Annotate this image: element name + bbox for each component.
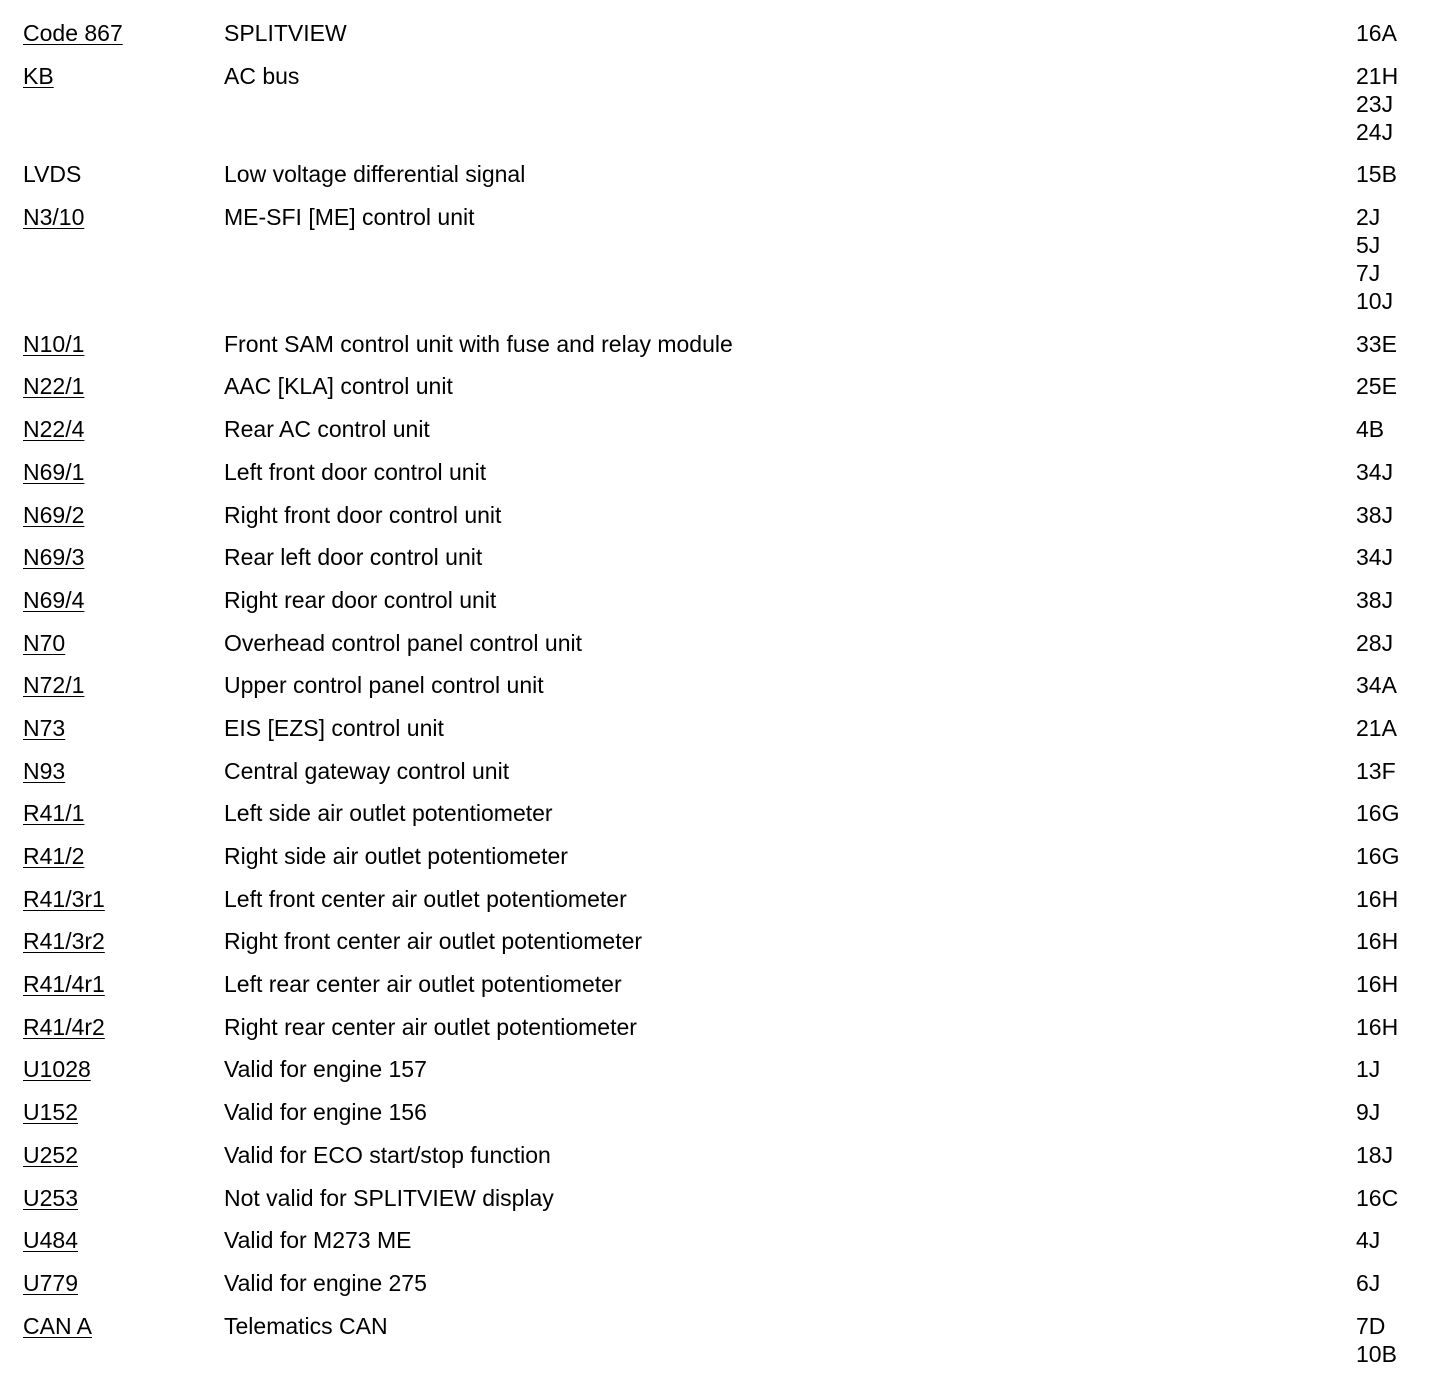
grid-reference: 4J bbox=[1356, 1227, 1381, 1254]
grid-reference: 16H bbox=[1356, 928, 1399, 955]
grid-reference: 34J bbox=[1356, 458, 1394, 485]
component-code-link[interactable]: U152 bbox=[23, 1099, 78, 1126]
component-description: Valid for ECO start/stop function bbox=[224, 1141, 551, 1168]
component-code-link[interactable]: R41/4r1 bbox=[23, 971, 105, 998]
legend-row bbox=[23, 1098, 1433, 1126]
grid-reference: 5J bbox=[1356, 232, 1381, 259]
grid-reference: 34A bbox=[1356, 672, 1397, 699]
component-description: Rear left door control unit bbox=[224, 544, 483, 571]
component-description: ME-SFI [ME] control unit bbox=[224, 204, 475, 231]
grid-reference: 34J bbox=[1356, 544, 1394, 571]
grid-reference: 9J bbox=[1356, 1099, 1381, 1126]
grid-reference: 16G bbox=[1356, 843, 1400, 869]
legend-row bbox=[23, 799, 1433, 827]
grid-references bbox=[1356, 1098, 1380, 1126]
component-description: Right front door control unit bbox=[224, 501, 502, 528]
component-description: Left rear center air outlet potentiometer bbox=[224, 971, 622, 998]
component-legend bbox=[23, 19, 1433, 1382]
grid-references bbox=[1356, 799, 1399, 827]
legend-row bbox=[23, 629, 1433, 657]
component-description: Valid for engine 157 bbox=[224, 1056, 427, 1083]
component-description: Left front center air outlet potentiometer bbox=[224, 885, 627, 912]
grid-reference: 6J bbox=[1356, 1269, 1381, 1296]
legend-row bbox=[23, 757, 1433, 785]
legend-row bbox=[23, 1013, 1433, 1041]
grid-reference: 16C bbox=[1356, 1184, 1399, 1211]
grid-references bbox=[1356, 842, 1399, 870]
component-description: AC bus bbox=[224, 62, 300, 89]
legend-row bbox=[23, 203, 1433, 315]
grid-reference: 21A bbox=[1356, 714, 1397, 741]
legend-row bbox=[23, 927, 1433, 955]
component-code-link[interactable]: N22/4 bbox=[23, 416, 85, 443]
legend-row bbox=[23, 586, 1433, 614]
component-code-link[interactable]: N73 bbox=[23, 714, 66, 741]
component-description: Telematics CAN bbox=[224, 1312, 388, 1339]
component-code-link[interactable]: R41/3r2 bbox=[23, 928, 105, 955]
grid-reference: 38J bbox=[1356, 586, 1394, 613]
component-description: Left front door control unit bbox=[224, 458, 487, 485]
grid-references bbox=[1356, 160, 1397, 188]
component-code: LVDS bbox=[23, 161, 82, 188]
grid-references bbox=[1356, 629, 1393, 657]
grid-references bbox=[1356, 330, 1397, 358]
legend-row bbox=[23, 372, 1433, 400]
grid-references bbox=[1356, 1269, 1380, 1297]
grid-references bbox=[1356, 714, 1397, 742]
grid-references bbox=[1356, 1184, 1398, 1212]
component-code-link[interactable]: N69/3 bbox=[23, 544, 85, 571]
component-code-link[interactable]: Code 867 bbox=[23, 20, 123, 46]
legend-row bbox=[23, 1055, 1433, 1083]
grid-references bbox=[1356, 203, 1393, 315]
component-description: Overhead control panel control unit bbox=[224, 629, 582, 656]
component-code-link[interactable]: N3/10 bbox=[23, 204, 85, 231]
component-code-link[interactable]: N10/1 bbox=[23, 330, 85, 357]
grid-reference: 13F bbox=[1356, 757, 1396, 784]
component-description: Valid for M273 ME bbox=[224, 1227, 412, 1254]
grid-reference: 21H bbox=[1356, 62, 1399, 89]
legend-row bbox=[23, 19, 1433, 47]
grid-references bbox=[1356, 1141, 1393, 1169]
component-description: Right rear center air outlet potentiometer bbox=[224, 1013, 637, 1040]
grid-references bbox=[1356, 62, 1398, 146]
component-code-link[interactable]: U1028 bbox=[23, 1056, 91, 1083]
grid-reference: 25E bbox=[1356, 373, 1397, 400]
component-code-link[interactable]: CAN A bbox=[23, 1312, 93, 1339]
grid-reference: 28J bbox=[1356, 629, 1394, 656]
component-description: Right side air outlet potentiometer bbox=[224, 843, 568, 869]
component-code-link[interactable]: N72/1 bbox=[23, 672, 85, 699]
legend-row bbox=[23, 1269, 1433, 1297]
legend-row bbox=[23, 714, 1433, 742]
legend-row bbox=[23, 330, 1433, 358]
component-code-link[interactable]: N22/1 bbox=[23, 373, 85, 400]
grid-references bbox=[1356, 543, 1393, 571]
component-description: Valid for engine 156 bbox=[224, 1099, 427, 1126]
legend-row bbox=[23, 1312, 1433, 1368]
grid-references bbox=[1356, 415, 1384, 443]
grid-reference: 23J bbox=[1356, 90, 1394, 117]
grid-references bbox=[1356, 970, 1398, 998]
legend-row bbox=[23, 62, 1433, 146]
legend-row bbox=[23, 1184, 1433, 1212]
grid-reference: 2J bbox=[1356, 204, 1381, 231]
component-code-link[interactable]: N69/2 bbox=[23, 501, 85, 528]
legend-row bbox=[23, 415, 1433, 443]
legend-row bbox=[23, 1141, 1433, 1169]
grid-references bbox=[1356, 372, 1397, 400]
grid-references bbox=[1356, 757, 1396, 785]
component-code-link[interactable]: R41/4r2 bbox=[23, 1013, 105, 1040]
grid-references bbox=[1356, 885, 1398, 913]
legend-row bbox=[23, 458, 1433, 486]
grid-references bbox=[1356, 458, 1393, 486]
component-description: Valid for engine 275 bbox=[224, 1269, 427, 1296]
grid-reference: 10B bbox=[1356, 1340, 1397, 1367]
grid-references bbox=[1356, 1226, 1380, 1254]
component-description: AAC [KLA] control unit bbox=[224, 373, 453, 400]
grid-reference: 16A bbox=[1356, 20, 1397, 46]
component-description: Rear AC control unit bbox=[224, 416, 430, 443]
component-description: Low voltage differential signal bbox=[224, 161, 526, 188]
grid-reference: 24J bbox=[1356, 118, 1394, 145]
grid-references bbox=[1356, 671, 1397, 699]
grid-reference: 16G bbox=[1356, 800, 1400, 827]
component-code-link[interactable]: N70 bbox=[23, 629, 66, 656]
grid-reference: 38J bbox=[1356, 501, 1394, 528]
component-description: Right front center air outlet potentiometer bbox=[224, 928, 643, 955]
component-description: Upper control panel control unit bbox=[224, 672, 544, 699]
component-code-link[interactable]: N69/1 bbox=[23, 458, 85, 485]
component-description: Central gateway control unit bbox=[224, 757, 510, 784]
component-description: Left side air outlet potentiometer bbox=[224, 800, 553, 827]
component-code-link[interactable]: U779 bbox=[23, 1269, 78, 1296]
component-code-link[interactable]: U484 bbox=[23, 1227, 78, 1254]
component-code-link[interactable]: KB bbox=[23, 62, 54, 89]
grid-reference: 16H bbox=[1356, 971, 1399, 998]
component-code-link[interactable]: U252 bbox=[23, 1141, 78, 1168]
component-code-link[interactable]: R41/2 bbox=[23, 843, 85, 869]
grid-reference: 18J bbox=[1356, 1141, 1394, 1168]
legend-row bbox=[23, 842, 1433, 870]
grid-reference: 16H bbox=[1356, 885, 1399, 912]
grid-references bbox=[1356, 586, 1393, 614]
component-code-link[interactable]: N69/4 bbox=[23, 586, 85, 613]
component-code-link[interactable]: U253 bbox=[23, 1184, 78, 1211]
component-description: Front SAM control unit with fuse and relay module bbox=[224, 330, 733, 357]
legend-row bbox=[23, 160, 1433, 188]
legend-row bbox=[23, 501, 1433, 529]
grid-reference: 7D bbox=[1356, 1312, 1386, 1339]
component-description: Not valid for SPLITVIEW display bbox=[224, 1184, 554, 1211]
grid-reference: 1J bbox=[1356, 1056, 1381, 1083]
grid-reference: 16H bbox=[1356, 1013, 1399, 1040]
grid-reference: 7J bbox=[1356, 260, 1381, 287]
grid-references bbox=[1356, 19, 1397, 47]
grid-references bbox=[1356, 1055, 1380, 1083]
grid-references bbox=[1356, 1013, 1398, 1041]
legend-row bbox=[23, 1226, 1433, 1254]
grid-reference: 10J bbox=[1356, 288, 1394, 315]
legend-row bbox=[23, 543, 1433, 571]
grid-reference: 33E bbox=[1356, 330, 1397, 357]
component-description: SPLITVIEW bbox=[224, 20, 347, 46]
legend-row bbox=[23, 885, 1433, 913]
grid-references bbox=[1356, 501, 1393, 529]
legend-row bbox=[23, 671, 1433, 699]
grid-reference: 4B bbox=[1356, 416, 1385, 443]
component-description: EIS [EZS] control unit bbox=[224, 714, 444, 741]
component-code-link[interactable]: N93 bbox=[23, 757, 66, 784]
component-code-link[interactable]: R41/3r1 bbox=[23, 885, 105, 912]
component-code-link[interactable]: R41/1 bbox=[23, 800, 85, 827]
component-description: Right rear door control unit bbox=[224, 586, 497, 613]
grid-references bbox=[1356, 927, 1398, 955]
grid-references bbox=[1356, 1312, 1397, 1368]
grid-reference: 15B bbox=[1356, 161, 1397, 188]
legend-row bbox=[23, 970, 1433, 998]
